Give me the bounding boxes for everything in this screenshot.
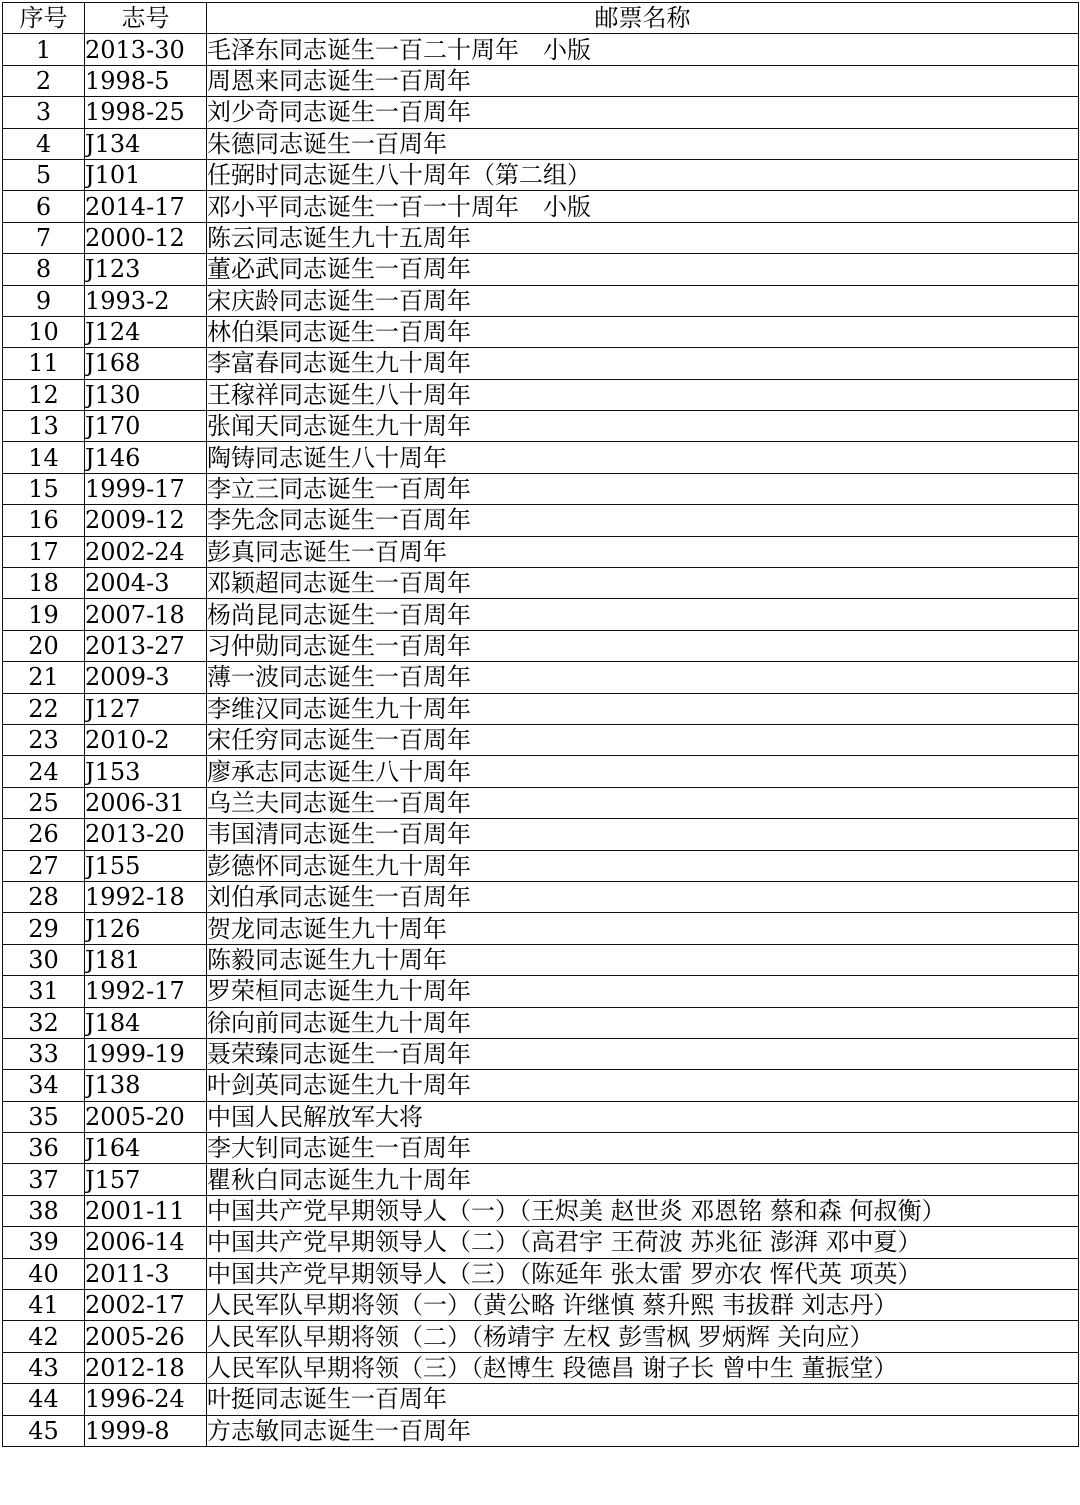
cell-name: 毛泽东同志诞生一百二十周年 小版: [207, 34, 1079, 65]
cell-seq: 6: [3, 191, 85, 222]
cell-name: 聂荣臻同志诞生一百周年: [207, 1038, 1079, 1069]
cell-code: 2006-14: [85, 1227, 207, 1258]
cell-name: 叶剑英同志诞生九十周年: [207, 1070, 1079, 1101]
cell-code: 2002-17: [85, 1290, 207, 1321]
table-row: [3, 1007, 1079, 1038]
table-row: [3, 411, 1079, 442]
table-row: [3, 1321, 1079, 1352]
cell-name: 中国共产党早期领导人（一）（王烬美 赵世炎 邓恩铭 蔡和森 何叔衡）: [207, 1195, 1079, 1226]
cell-seq: 12: [3, 379, 85, 410]
table-row: [3, 819, 1079, 850]
table-row: [3, 536, 1079, 567]
cell-name: 徐向前同志诞生九十周年: [207, 1007, 1079, 1038]
table-row: [3, 285, 1079, 316]
cell-name: 董必武同志诞生一百周年: [207, 254, 1079, 285]
table-row: [3, 505, 1079, 536]
table-row: [3, 1415, 1079, 1446]
cell-code: 2009-3: [85, 662, 207, 693]
table-row: [3, 976, 1079, 1007]
cell-name: 瞿秋白同志诞生九十周年: [207, 1164, 1079, 1195]
cell-code: 1999-17: [85, 473, 207, 504]
table-row: [3, 1133, 1079, 1164]
cell-seq: 36: [3, 1133, 85, 1164]
table-row: [3, 1290, 1079, 1321]
cell-name: 李大钊同志诞生一百周年: [207, 1133, 1079, 1164]
table-row: [3, 1352, 1079, 1383]
table-row: [3, 787, 1079, 818]
cell-code: 2005-20: [85, 1101, 207, 1132]
cell-code: J127: [85, 693, 207, 724]
table-row: [3, 662, 1079, 693]
cell-seq: 28: [3, 881, 85, 912]
table-row: [3, 913, 1079, 944]
cell-name: 邓颖超同志诞生一百周年: [207, 568, 1079, 599]
cell-code: 2009-12: [85, 505, 207, 536]
cell-seq: 37: [3, 1164, 85, 1195]
cell-seq: 38: [3, 1195, 85, 1226]
cell-code: 2014-17: [85, 191, 207, 222]
cell-code: J157: [85, 1164, 207, 1195]
cell-code: 1999-19: [85, 1038, 207, 1069]
cell-name: 习仲勋同志诞生一百周年: [207, 630, 1079, 661]
cell-name: 陈云同志诞生九十五周年: [207, 222, 1079, 253]
header-name: 邮票名称: [207, 3, 1079, 34]
table-row: [3, 1101, 1079, 1132]
cell-name: 刘少奇同志诞生一百周年: [207, 97, 1079, 128]
table-row: [3, 1384, 1079, 1415]
cell-name: 人民军队早期将领（一）（黄公略 许继慎 蔡升熙 韦拔群 刘志丹）: [207, 1290, 1079, 1321]
cell-code: 2010-2: [85, 724, 207, 755]
table-row: [3, 1195, 1079, 1226]
table-row: [3, 222, 1079, 253]
cell-code: 2011-3: [85, 1258, 207, 1289]
cell-code: 1996-24: [85, 1384, 207, 1415]
cell-code: 1992-17: [85, 976, 207, 1007]
cell-name: 邓小平同志诞生一百一十周年 小版: [207, 191, 1079, 222]
cell-code: 2001-11: [85, 1195, 207, 1226]
cell-seq: 24: [3, 756, 85, 787]
cell-seq: 25: [3, 787, 85, 818]
cell-seq: 4: [3, 128, 85, 159]
cell-name: 罗荣桓同志诞生九十周年: [207, 976, 1079, 1007]
cell-name: 人民军队早期将领（三）（赵博生 段德昌 谢子长 曾中生 董振堂）: [207, 1352, 1079, 1383]
cell-code: 2005-26: [85, 1321, 207, 1352]
cell-seq: 44: [3, 1384, 85, 1415]
cell-seq: 35: [3, 1101, 85, 1132]
table-row: [3, 191, 1079, 222]
cell-code: J126: [85, 913, 207, 944]
cell-seq: 26: [3, 819, 85, 850]
stamp-table: [2, 2, 1079, 1447]
cell-name: 林伯渠同志诞生一百周年: [207, 316, 1079, 347]
cell-seq: 13: [3, 411, 85, 442]
table-row: [3, 379, 1079, 410]
cell-code: J123: [85, 254, 207, 285]
header-code: 志号: [85, 3, 207, 34]
cell-name: 朱德同志诞生一百周年: [207, 128, 1079, 159]
table-row: [3, 34, 1079, 65]
cell-code: 2000-12: [85, 222, 207, 253]
table-row: [3, 693, 1079, 724]
cell-seq: 11: [3, 348, 85, 379]
cell-seq: 34: [3, 1070, 85, 1101]
cell-code: 2013-30: [85, 34, 207, 65]
cell-seq: 40: [3, 1258, 85, 1289]
table-row: [3, 348, 1079, 379]
cell-name: 宋任穷同志诞生一百周年: [207, 724, 1079, 755]
cell-code: 2013-20: [85, 819, 207, 850]
table-row: [3, 159, 1079, 190]
cell-code: 2002-24: [85, 536, 207, 567]
cell-seq: 15: [3, 473, 85, 504]
cell-seq: 1: [3, 34, 85, 65]
table-row: [3, 630, 1079, 661]
table-row: [3, 881, 1079, 912]
cell-seq: 21: [3, 662, 85, 693]
table-row: [3, 568, 1079, 599]
cell-name: 薄一波同志诞生一百周年: [207, 662, 1079, 693]
cell-name: 周恩来同志诞生一百周年: [207, 65, 1079, 96]
cell-code: 2013-27: [85, 630, 207, 661]
table-row: [3, 97, 1079, 128]
header-seq: 序号: [3, 3, 85, 34]
table-row: [3, 1164, 1079, 1195]
cell-name: 李立三同志诞生一百周年: [207, 473, 1079, 504]
cell-seq: 31: [3, 976, 85, 1007]
cell-seq: 29: [3, 913, 85, 944]
cell-seq: 9: [3, 285, 85, 316]
cell-code: J153: [85, 756, 207, 787]
table-row: [3, 316, 1079, 347]
table-row: [3, 756, 1079, 787]
cell-seq: 8: [3, 254, 85, 285]
table-row: [3, 128, 1079, 159]
cell-seq: 3: [3, 97, 85, 128]
cell-name: 叶挺同志诞生一百周年: [207, 1384, 1079, 1415]
cell-seq: 17: [3, 536, 85, 567]
cell-name: 刘伯承同志诞生一百周年: [207, 881, 1079, 912]
cell-name: 贺龙同志诞生九十周年: [207, 913, 1079, 944]
cell-seq: 27: [3, 850, 85, 881]
cell-seq: 20: [3, 630, 85, 661]
cell-seq: 14: [3, 442, 85, 473]
cell-seq: 41: [3, 1290, 85, 1321]
cell-code: J124: [85, 316, 207, 347]
table-row: [3, 1227, 1079, 1258]
cell-name: 李先念同志诞生一百周年: [207, 505, 1079, 536]
cell-code: J101: [85, 159, 207, 190]
cell-seq: 23: [3, 724, 85, 755]
cell-name: 任弼时同志诞生八十周年（第二组）: [207, 159, 1079, 190]
cell-code: J130: [85, 379, 207, 410]
cell-name: 人民军队早期将领（二）（杨靖宇 左权 彭雪枫 罗炳辉 关向应）: [207, 1321, 1079, 1352]
table-row: [3, 1038, 1079, 1069]
cell-name: 李维汉同志诞生九十周年: [207, 693, 1079, 724]
cell-name: 杨尚昆同志诞生一百周年: [207, 599, 1079, 630]
cell-code: J181: [85, 944, 207, 975]
cell-code: J164: [85, 1133, 207, 1164]
table-body: [3, 34, 1079, 1447]
cell-seq: 30: [3, 944, 85, 975]
cell-code: J155: [85, 850, 207, 881]
cell-code: 2006-31: [85, 787, 207, 818]
cell-name: 乌兰夫同志诞生一百周年: [207, 787, 1079, 818]
cell-name: 方志敏同志诞生一百周年: [207, 1415, 1079, 1446]
cell-code: J184: [85, 1007, 207, 1038]
cell-name: 陶铸同志诞生八十周年: [207, 442, 1079, 473]
cell-seq: 19: [3, 599, 85, 630]
cell-name: 张闻天同志诞生九十周年: [207, 411, 1079, 442]
cell-seq: 33: [3, 1038, 85, 1069]
cell-name: 宋庆龄同志诞生一百周年: [207, 285, 1079, 316]
cell-name: 中国人民解放军大将: [207, 1101, 1079, 1132]
cell-name: 陈毅同志诞生九十周年: [207, 944, 1079, 975]
cell-code: J138: [85, 1070, 207, 1101]
cell-seq: 7: [3, 222, 85, 253]
cell-code: 2004-3: [85, 568, 207, 599]
cell-code: J170: [85, 411, 207, 442]
cell-code: 1999-8: [85, 1415, 207, 1446]
table-row: [3, 850, 1079, 881]
cell-seq: 39: [3, 1227, 85, 1258]
cell-code: J146: [85, 442, 207, 473]
table-row: [3, 254, 1079, 285]
cell-seq: 42: [3, 1321, 85, 1352]
cell-code: 1998-5: [85, 65, 207, 96]
cell-code: J168: [85, 348, 207, 379]
cell-name: 中国共产党早期领导人（三）（陈延年 张太雷 罗亦农 恽代英 项英）: [207, 1258, 1079, 1289]
table-row: [3, 724, 1079, 755]
cell-seq: 43: [3, 1352, 85, 1383]
cell-seq: 45: [3, 1415, 85, 1446]
table-row: [3, 473, 1079, 504]
cell-code: 1993-2: [85, 285, 207, 316]
table-row: [3, 65, 1079, 96]
cell-name: 韦国清同志诞生一百周年: [207, 819, 1079, 850]
cell-seq: 22: [3, 693, 85, 724]
cell-code: 1992-18: [85, 881, 207, 912]
cell-seq: 2: [3, 65, 85, 96]
cell-name: 彭德怀同志诞生九十周年: [207, 850, 1079, 881]
cell-seq: 18: [3, 568, 85, 599]
cell-seq: 16: [3, 505, 85, 536]
cell-name: 廖承志同志诞生八十周年: [207, 756, 1079, 787]
table-row: [3, 442, 1079, 473]
cell-code: 2007-18: [85, 599, 207, 630]
cell-seq: 10: [3, 316, 85, 347]
cell-seq: 32: [3, 1007, 85, 1038]
header-row: [3, 3, 1079, 34]
cell-code: J134: [85, 128, 207, 159]
table-row: [3, 1258, 1079, 1289]
cell-seq: 5: [3, 159, 85, 190]
table-row: [3, 1070, 1079, 1101]
cell-name: 中国共产党早期领导人（二）（高君宇 王荷波 苏兆征 澎湃 邓中夏）: [207, 1227, 1079, 1258]
cell-code: 2012-18: [85, 1352, 207, 1383]
cell-code: 1998-25: [85, 97, 207, 128]
table-row: [3, 944, 1079, 975]
cell-name: 李富春同志诞生九十周年: [207, 348, 1079, 379]
table-row: [3, 599, 1079, 630]
cell-name: 彭真同志诞生一百周年: [207, 536, 1079, 567]
cell-name: 王稼祥同志诞生八十周年: [207, 379, 1079, 410]
